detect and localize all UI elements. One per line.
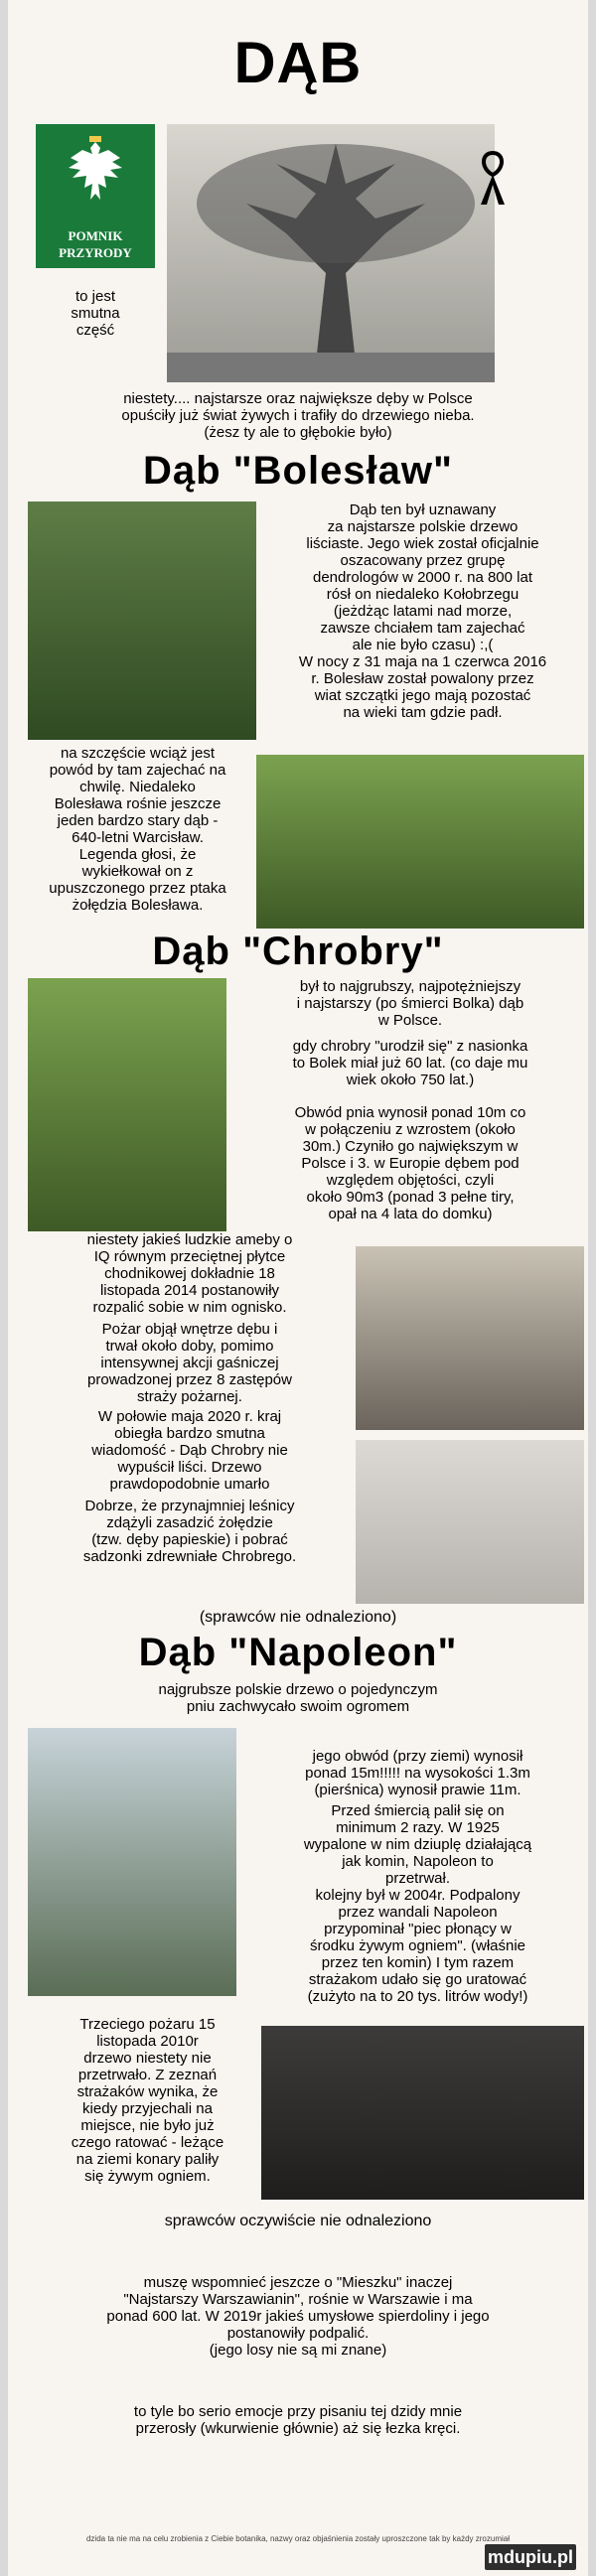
chrobry-paragraph-1: był to najgrubszy, najpotężniejszy i najstarszy (po śmierci Bolka) dąb w Polsce. bbox=[296, 978, 524, 1029]
nature-monument-emblem bbox=[36, 124, 155, 268]
chrobry-fire-photo bbox=[356, 1246, 584, 1430]
napoleon-paragraph-3: Przed śmiercią palił się on minimum 2 razy. W 1925 wypalone w nim dziuplę działającą jak komin, Napoleon to przetrwał. kolejny był w 2004r. Podpalony przez wandali Napoleon przypominał "piec płonący w środku żywym ogniem". (właśnie przez ten komin) I tym razem strażakom udało się go uratować (zużyto na to 20 tys. litrów wody!) bbox=[303, 1802, 532, 2005]
mourning-ribbon-icon bbox=[473, 149, 513, 209]
napoleon-paragraph-1: najgrubsze polskie drzewo o pojedynczym pniu zachwycało swoim ogromem bbox=[158, 1681, 438, 1715]
outro-paragraph-1: muszę wspomnieć jeszcze o "Mieszku" inaczej "Najstarszy Warszawianin", rośnie w Warszawie i ma ponad 600 lat. W 2019r jakieś umysłowe spierdoliny i jego postanowiły podpalić. (jego losy nie są mi znane) bbox=[106, 2274, 490, 2359]
section-title-chrobry: Dąb "Chrobry" bbox=[152, 930, 444, 973]
chrobry-paragraph-7: Dobrze, że przynajmniej leśnicy zdążyli zasadzić żołędzie (tzw. dęby papieskie) i pobrać sadzonki zdrewniałe Chrobrego. bbox=[82, 1498, 297, 1565]
emblem-line-2: PRZYRODY bbox=[59, 245, 132, 260]
tree-silhouette-icon bbox=[167, 124, 495, 382]
page-title: DĄB bbox=[233, 31, 363, 95]
napoleon-photo bbox=[28, 1728, 236, 1996]
napoleon-paragraph-5: sprawców oczywiście nie odnaleziono bbox=[164, 2213, 432, 2229]
white-eagle-icon bbox=[61, 136, 130, 215]
napoleon-paragraph-2: jego obwód (przy ziemi) wynosił ponad 15m!!!!! na wysokości 1.3m (pierśnica) wynosił prawie 11m. bbox=[305, 1748, 530, 1798]
section-title-boleslaw: Dąb "Bolesław" bbox=[142, 449, 453, 493]
boleslaw-paragraph-2: na szczęście wciąż jest powód by tam zajechać na chwilę. Niedaleko Bolesława rośnie jeszcze jeden bardzo stary dąb - 640-letni Warcisław. Legenda głosi, że wykiełkował on z upuszczonego przez ptaka żołędzia Bolesława. bbox=[49, 745, 226, 914]
footer-note: dzida ta nie ma na celu zrobienia z Ciebie botanika, nazwy oraz objaśnienia zostały uproszczone tak by każdy zrozumiał bbox=[85, 2534, 510, 2543]
warcislaw-photo bbox=[256, 755, 584, 929]
chrobry-paragraph-4: niestety jakieś ludzkie ameby o IQ równym przeciętnej płytce chodnikowej dokładnie 18 listopada 2014 postanowiły rozpalić sobie w nim ognisko. bbox=[86, 1231, 293, 1316]
chrobry-photo bbox=[28, 978, 226, 1231]
intro-side-text: to jest smutna część bbox=[71, 288, 120, 339]
chrobry-paragraph-3: Obwód pnia wynosił ponad 10m co w połączeniu z wzrostem (około 30m.) Czyniło go największym w Polsce i 3. w Europie dębem pod względem objętości, czyli około 90m3 (ponad 3 pełne tiry, opał na 4 lata do domku) bbox=[294, 1104, 526, 1222]
watermark: mdupiu.pl bbox=[485, 2544, 576, 2570]
chrobry-paragraph-8: (sprawców nie odnaleziono) bbox=[199, 1609, 397, 1626]
chrobry-paragraph-6: W połowie maja 2020 r. kraj obiegła bardzo smutna wiadomość - Dąb Chrobry nie wypuścił liści. Drzewo prawdopodobnie umarło bbox=[91, 1408, 288, 1493]
chrobry-dead-photo bbox=[356, 1440, 584, 1604]
section-title-napoleon: Dąb "Napoleon" bbox=[138, 1631, 458, 1674]
napoleon-burned-photo bbox=[261, 2026, 584, 2200]
napoleon-paragraph-4: Trzeciego pożaru 15 listopada 2010r drzewo niestety nie przetrwało. Z zeznań strażaków wynika, że kiedy przyjechali na miejsce, nie było już czego ratować - leżące na ziemi konary paliły się żywym ogniem. bbox=[71, 2016, 224, 2185]
emblem-line-1: POMNIK bbox=[68, 228, 123, 243]
outro-paragraph-2: to tyle bo serio emocje przy pisaniu tej dzidy mnie przerosły (wkurwienie głównie) aż się łezka kręci. bbox=[133, 2403, 463, 2437]
boleslaw-paragraph-1: Dąb ten był uznawany za najstarsze polskie drzewo liściaste. Jego wiek został oficjalnie oszacowany przez grupę dendrologów w 2000 r. na 800 lat rósł on niedaleko Kołobrzegu (jeżdżąc latami nad morze, zawsze chciałem tam zajechać ale nie było czasu) :,( W nocy z 31 maja na 1 czerwca 2016 r. Bolesław został powalony przez wiat szczątki jego mają pozostać na wieki tam gdzie padł. bbox=[298, 501, 547, 721]
intro-text: niestety.... najstarsze oraz największe dęby w Polsce opuściły już świat żywych i trafiły do drzewiego nieba. (żesz ty ale to głębokie było) bbox=[121, 390, 475, 441]
chrobry-paragraph-2: gdy chrobry "urodził się" z nasionka to Bolek miał już 60 lat. (co daje mu wiek około 750 lat.) bbox=[292, 1038, 528, 1088]
chrobry-paragraph-5: Pożar objął wnętrze dębu i trwał około doby, pomimo intensywnej akcji gaśniczej prowadzonej przez 8 zastępów straży pożarnej. bbox=[87, 1321, 292, 1405]
boleslaw-photo bbox=[28, 501, 256, 740]
tree-photo-sepia bbox=[167, 124, 495, 382]
